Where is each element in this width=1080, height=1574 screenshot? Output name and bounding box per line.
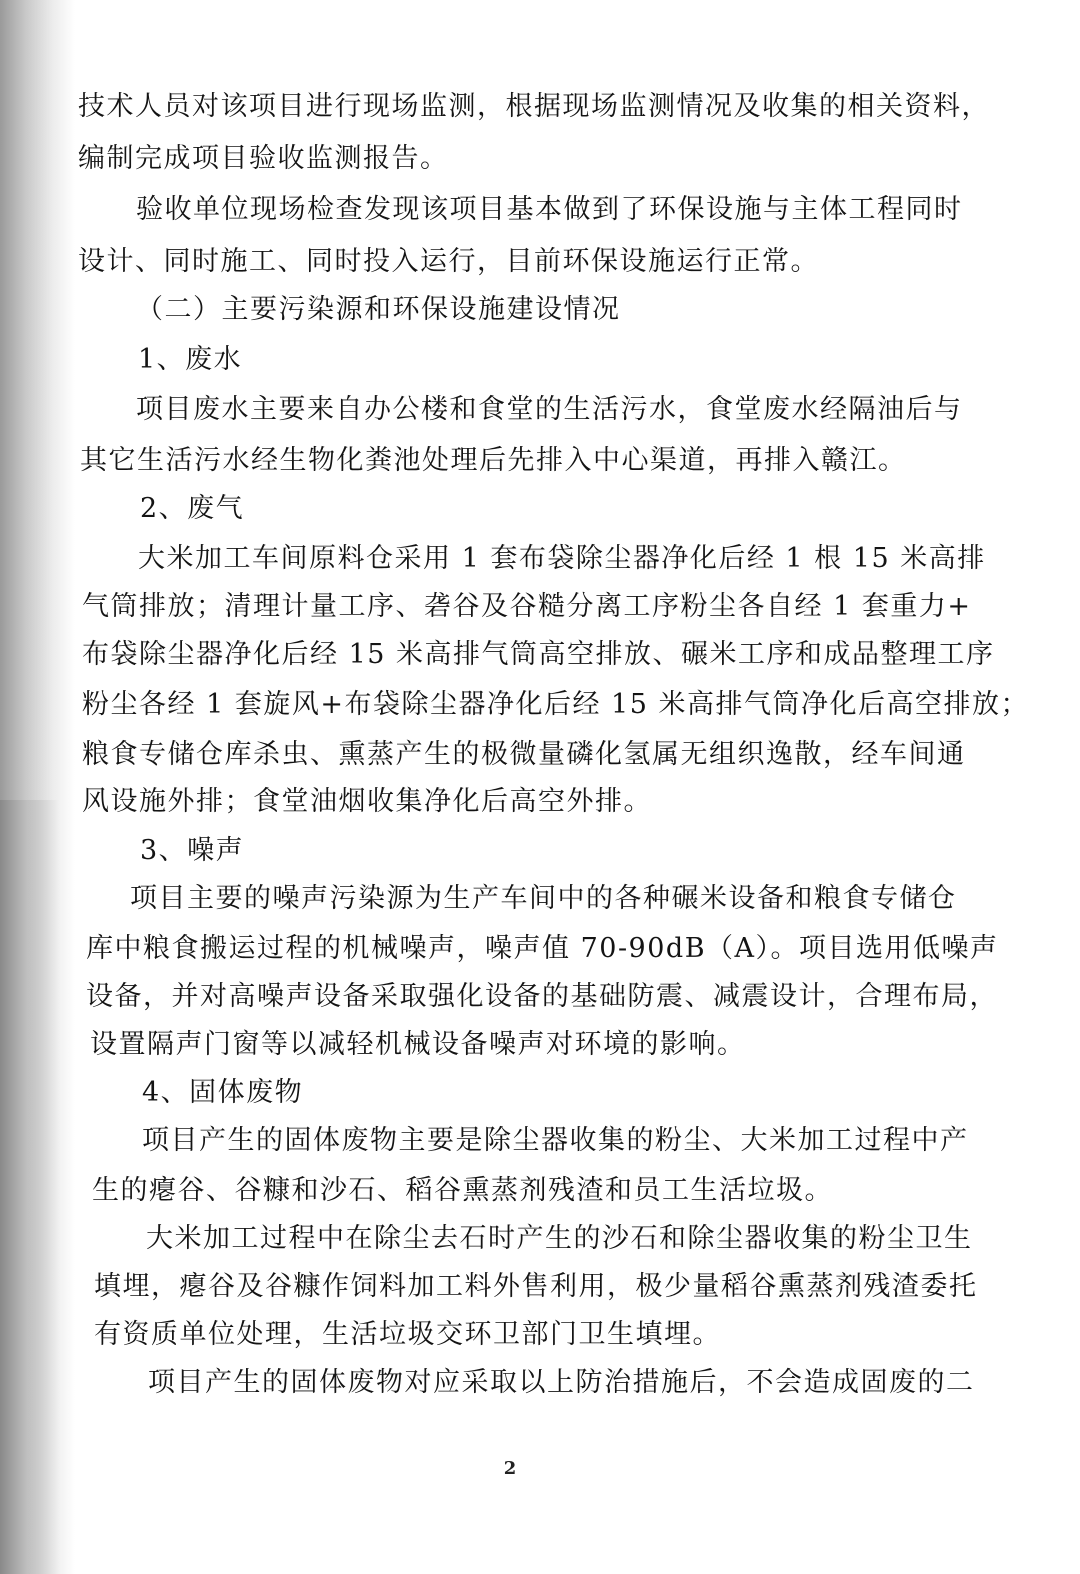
body-line: 验收单位现场检查发现该项目基本做到了环保设施与主体工程同时 bbox=[136, 194, 963, 225]
subsection-heading: 1、废水 bbox=[138, 344, 243, 375]
body-line: 项目产生的固体废物主要是除尘器收集的粉尘、大米加工过程中产 bbox=[142, 1125, 969, 1156]
body-line: 布袋除尘器净化后经 15 米高排气筒高空排放、碾米工序和成品整理工序 bbox=[82, 639, 995, 670]
body-line: 设置隔声门窗等以减轻机械设备噪声对环境的影响。 bbox=[90, 1029, 746, 1060]
page-number: 2 bbox=[503, 1458, 517, 1479]
subsection-heading: 4、固体废物 bbox=[142, 1077, 304, 1108]
body-line: 其它生活污水经生物化粪池处理后先排入中心渠道，再排入赣江。 bbox=[80, 445, 907, 476]
section-heading: （二）主要污染源和环保设施建设情况 bbox=[136, 294, 621, 325]
body-line: 技术人员对该项目进行现场监测，根据现场监测情况及收集的相关资料， bbox=[78, 91, 990, 122]
body-line: 项目废水主要来自办公楼和食堂的生活污水，食堂废水经隔油后与 bbox=[136, 394, 963, 425]
body-line: 有资质单位处理，生活垃圾交环卫部门卫生填埋。 bbox=[94, 1319, 721, 1350]
body-line: 粉尘各经 1 套旋风+布袋除尘器净化后经 15 米高排气筒净化后高空排放； bbox=[82, 689, 1029, 720]
body-line: 项目产生的固体废物对应采取以上防治措施后，不会造成固废的二 bbox=[148, 1367, 975, 1398]
body-line: 库中粮食搬运过程的机械噪声，噪声值 70-90dB（A）。项目选用低噪声 bbox=[86, 933, 999, 964]
body-line: 设计、同时施工、同时投入运行，目前环保设施运行正常。 bbox=[78, 246, 819, 277]
body-line: 编制完成项目验收监测报告。 bbox=[78, 143, 449, 174]
body-line: 粮食专储仓库杀虫、熏蒸产生的极微量磷化氢属无组织逸散，经车间通 bbox=[82, 739, 966, 770]
body-line: 生的瘪谷、谷糠和沙石、稻谷熏蒸剂残渣和员工生活垃圾。 bbox=[92, 1175, 833, 1206]
body-line: 项目主要的噪声污染源为生产车间中的各种碾米设备和粮食专储仓 bbox=[130, 883, 957, 914]
body-line: 风设施外排；食堂油烟收集净化后高空外排。 bbox=[82, 786, 652, 817]
subsection-heading: 3、噪声 bbox=[140, 835, 245, 866]
body-line: 设备，并对高噪声设备采取强化设备的基础防震、减震设计，合理布局， bbox=[86, 981, 998, 1012]
subsection-heading: 2、废气 bbox=[140, 493, 245, 524]
body-line: 大米加工过程中在除尘去石时产生的沙石和除尘器收集的粉尘卫生 bbox=[146, 1223, 973, 1254]
body-line: 大米加工车间原料仓采用 1 套布袋除尘器净化后经 1 根 15 米高排 bbox=[138, 543, 986, 574]
body-line: 填埋，瘪谷及谷糠作饲料加工料外售利用，极少量稻谷熏蒸剂残渣委托 bbox=[94, 1271, 978, 1302]
body-line: 气筒排放；清理计量工序、砻谷及谷糙分离工序粉尘各自经 1 套重力+ bbox=[82, 591, 972, 622]
